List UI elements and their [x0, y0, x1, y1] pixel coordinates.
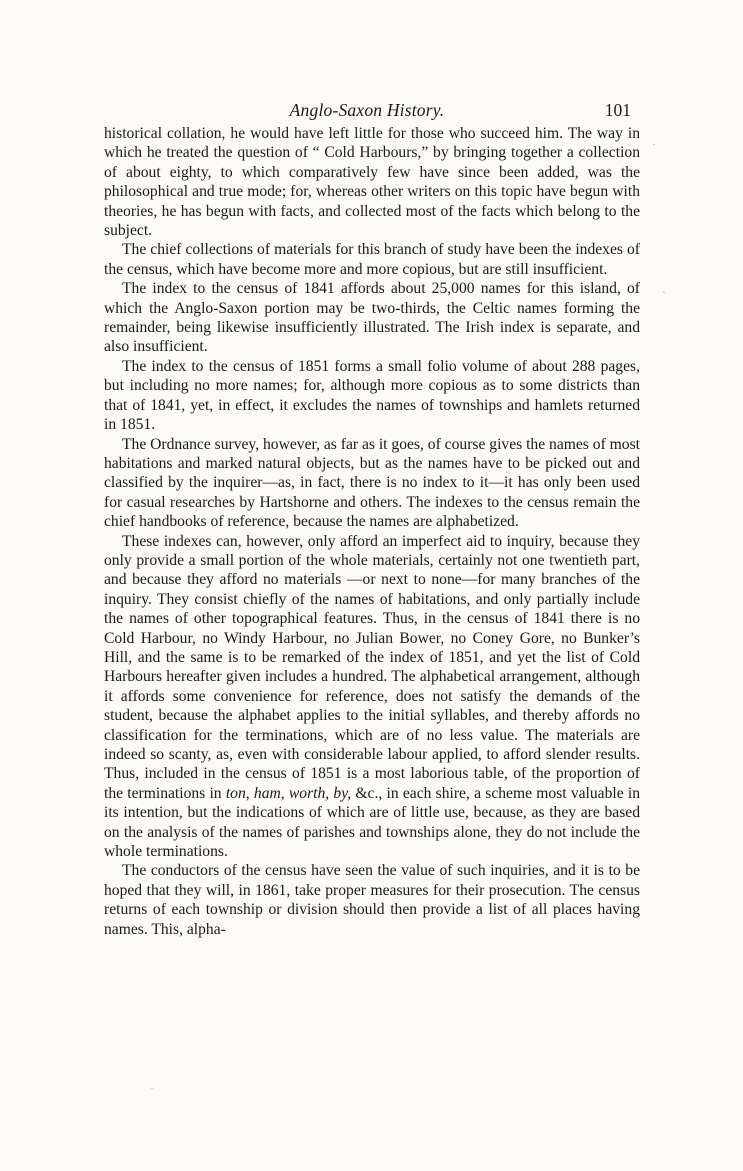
speck: ˋ [662, 289, 666, 303]
body-text [104, 124, 640, 939]
speck: · [150, 1081, 154, 1095]
paragraph-6 [104, 532, 640, 862]
paragraph-3: The index to the census of 1841 affords about 25,000 names for this island, of which the Anglo-Saxon portion may be two-thirds, the Celtic names forming the remainder, being likewise insufficiently illustrated. The Irish index is separate, and also insufficient. [104, 280, 640, 356]
paragraph-4: The index to the census of 1851 forms a small folio volume of about 288 pages, but including no more names; for, although more copious as to some districts than that of 1841, yet, in effect, it excludes the names of townships and hamlets returned in 1851. [104, 357, 640, 434]
paragraph-1: historical collation, he would have left little for those who succeed him. The way in which he treated the question of “ Cold Harbours,” by bringing together a collection of about eighty, to which comparatively few have since been added, was the philosophical and true mode; for, whereas other writers on this topic have begun with theories, he has begun with facts, and collected most of the facts which belong to the subject. [104, 125, 640, 240]
paragraph-5: The Ordnance survey, however, as far as it goes, of course gives the names of most habitations and marked natural objects, but as the names have to be picked out and classified by the inquirer—as, in fact, there is no index to it—it has only been used for casual researches by Hartshorne and others. The indexes to the census remain the chief handbooks of reference, because the names are alphabetized. [104, 435, 640, 531]
paragraph-2: The chief collections of materials for this branch of study have been the indexes of the census, which have become more and more copious, but are still insufficient. [104, 241, 640, 278]
paragraph-7: The conductors of the census have seen the value of such inquiries, and it is to be hoped that they will, in 1861, take proper measures for their prosecution. The census returns of each township or division should then provide a list of all places having names. This, alpha- [104, 862, 640, 938]
page-number: 101 [604, 100, 631, 120]
paragraph-6-text: These indexes can, however, only afford an imperfect aid to inquiry, because they only provide a small portion of the whole materials, certainly not one twentieth part, and because they afford no materials —or next to none—for many branches of the inquiry. They consist chiefly of the names of habitations, and only partially include the names of other topographical features. Thus, in the census of 1841 there is no Cold Harbour, no Windy Harbour, no Julian Bower, no Coney Gore, no Bunker’s Hill, and the same is to be remarked of the index of 1851, and yet the list of Cold Harbours hereafter given includes a hundred. The alphabetical arrangement, although it affords some convenience for reference, does not satisfy the demands of the student, because the alphabet applies to the initial syllables, and thereby affords no classification for the terminations, which are of no less value. The materials are indeed so scanty, as, even with considerable labour applied, to afford slender results. Thus, included in the census of 1851 is a most laborious table, of the proportion of the terminations in [104, 532, 640, 802]
speck: · [652, 137, 656, 151]
running-title: Anglo-Saxon History. [289, 100, 445, 120]
running-head [103, 100, 631, 122]
paragraph-6-text-end: &c., in each shire, a scheme most valuable in its intention, but the indications of which are of little use, because, as they are based on the analysis of the names of parishes and townships alone, they do not include the whole terminations. [104, 784, 640, 861]
paragraph-6-italic-terms: ton, ham, worth, by, [225, 784, 352, 802]
